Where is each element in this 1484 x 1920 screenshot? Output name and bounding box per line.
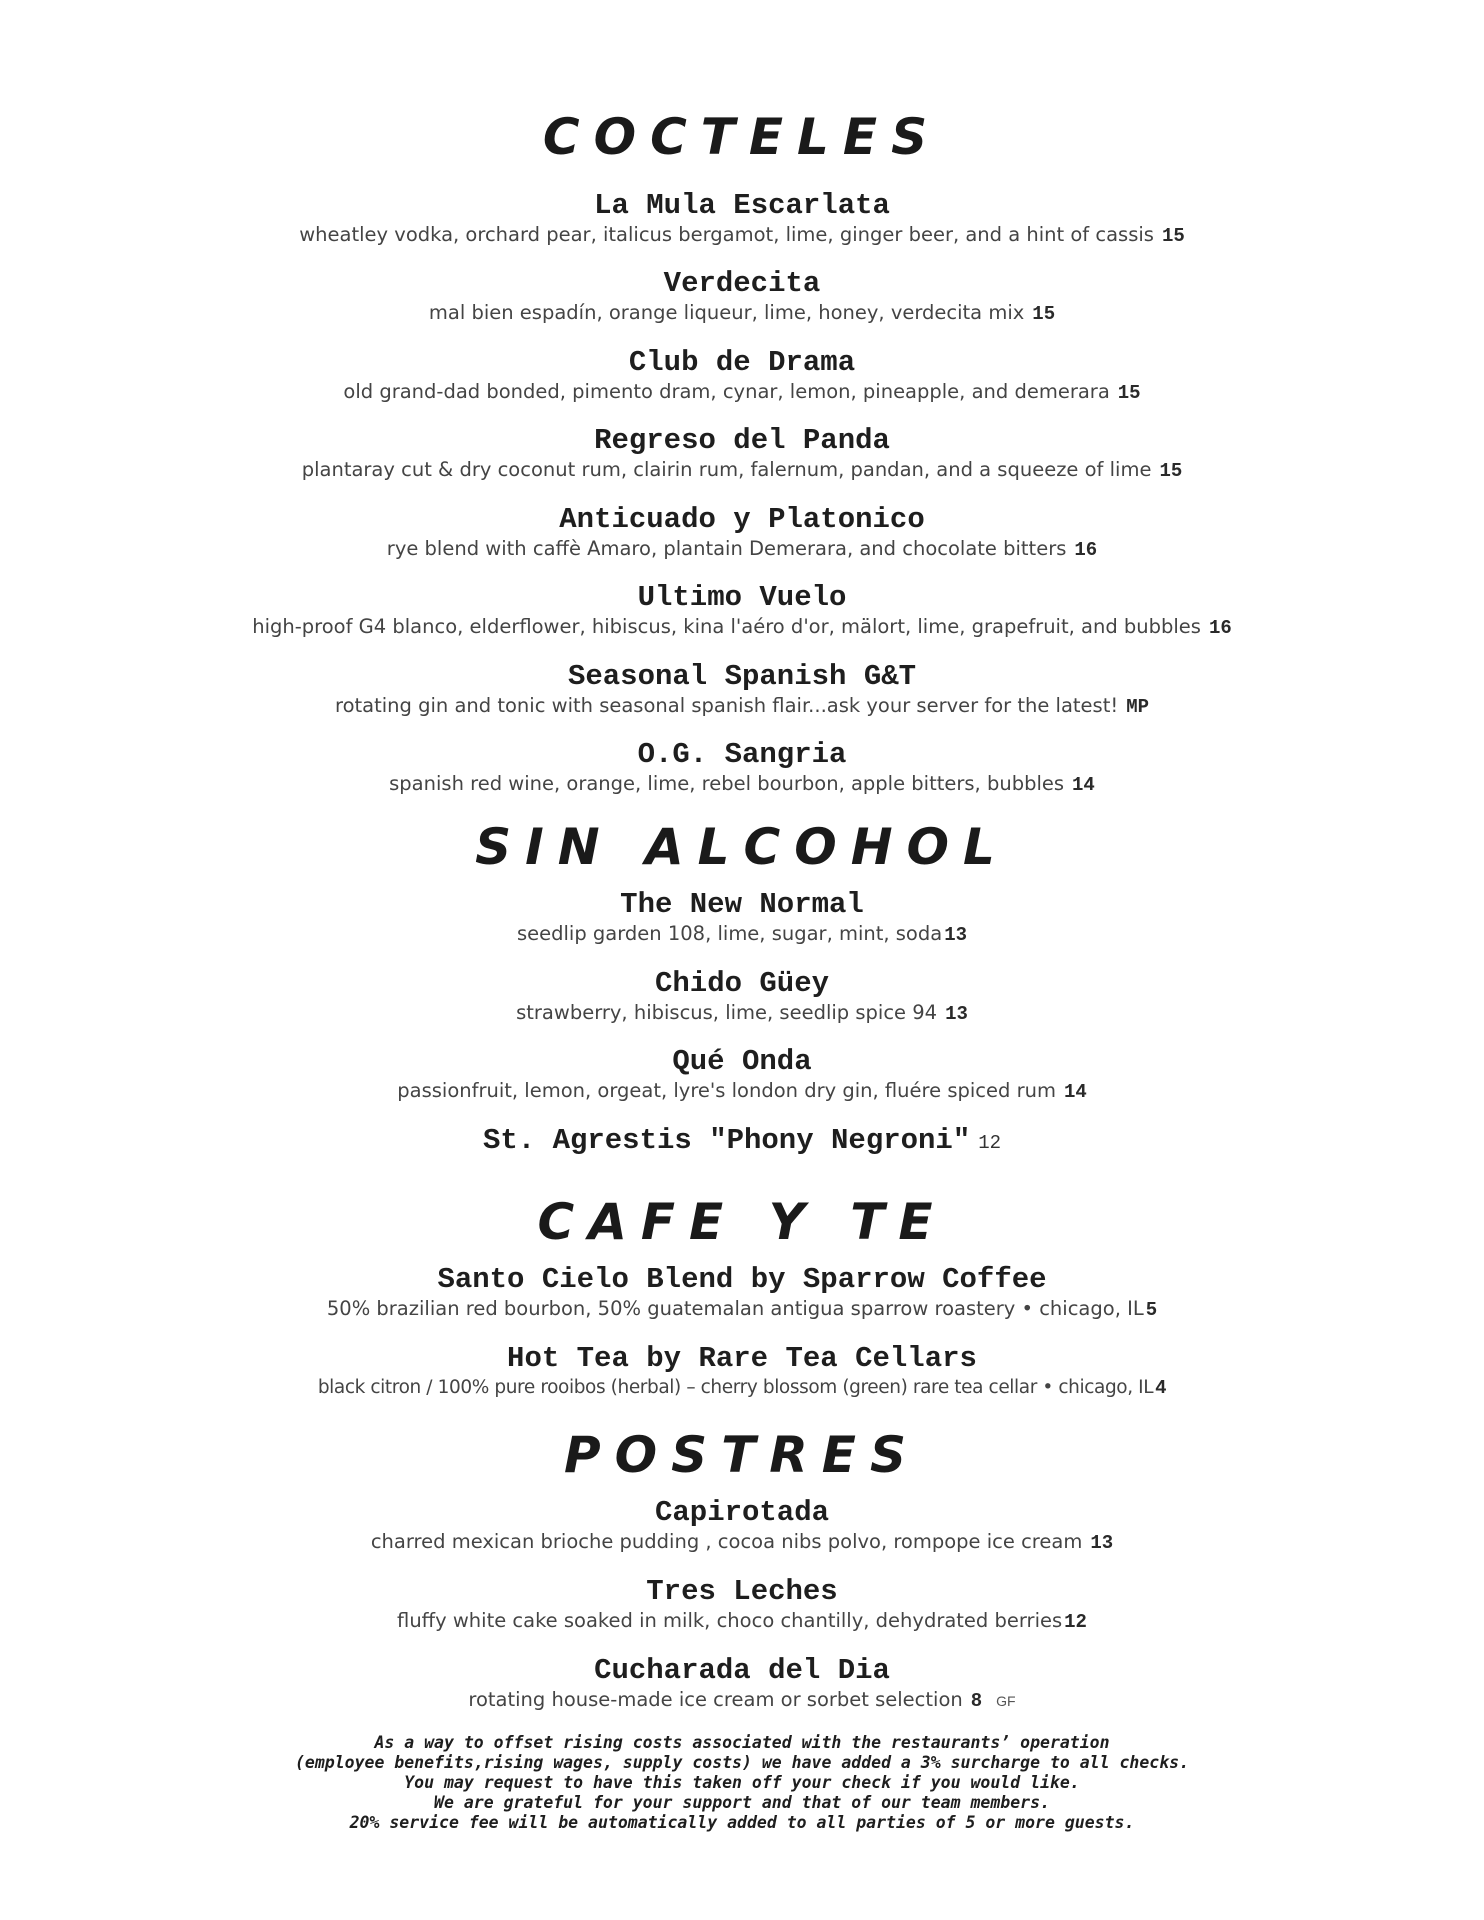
menu-item	[0, 1264, 1484, 1323]
notice-line: (employee benefits,rising wages, supply costs) we have added a 3% surcharge to all checks.	[294, 1753, 1190, 1772]
item-description: spanish red wine, orange, lime, rebel bourbon, apple bitters, bubbles 14	[389, 772, 1095, 796]
menu-item	[0, 190, 1484, 249]
item-description: seedlip garden 108, lime, sugar, mint, soda 13	[516, 922, 968, 946]
notice-line: You may request to have this taken off your check if you would like.	[404, 1773, 1080, 1792]
menu-item	[0, 661, 1484, 720]
item-price: 14	[1063, 1081, 1087, 1103]
notice-line: We are grateful for your support and that of our team members.	[434, 1793, 1050, 1812]
item-description: mal bien espadín, orange liqueur, lime, honey, verdecita mix 15	[428, 301, 1056, 325]
menu-item	[0, 968, 1484, 1027]
item-price: 5	[1145, 1299, 1158, 1321]
section-title-cocteles: COCTELES	[542, 108, 942, 166]
item-description: charred mexican brioche pudding , cocoa nibs polvo, rompope ice cream 13	[370, 1530, 1114, 1554]
notice-line: As a way to offset rising costs associated with the restaurants’ operation	[374, 1733, 1110, 1752]
item-name: O.G. Sangria	[637, 738, 847, 771]
item-description: 50% brazilian red bourbon, 50% guatemalan antigua sparrow roastery • chicago, IL 5	[326, 1297, 1158, 1321]
item-description: passionfruit, lemon, orgeat, lyre's london dry gin, fluére spiced rum 14	[397, 1079, 1087, 1103]
item-description: old grand-dad bonded, pimento dram, cynar, lemon, pineapple, and demerara 15	[343, 380, 1141, 404]
item-price: 15	[1159, 460, 1183, 482]
item-description: wheatley vodka, orchard pear, italicus bergamot, lime, ginger beer, and a hint of cassis 15	[299, 223, 1185, 247]
item-price: 16	[1208, 617, 1232, 639]
item-price: MP	[1126, 696, 1149, 718]
section-title-sin-alcohol: SIN ALCOHOL	[475, 818, 1009, 876]
item-name: Chido Güey	[654, 967, 830, 1000]
item-description: strawberry, hibiscus, lime, seedlip spice 94 13	[516, 1001, 968, 1025]
item-name: Capirotada	[654, 1496, 830, 1529]
menu-item	[0, 347, 1484, 406]
item-price: 13	[1090, 1532, 1114, 1554]
item-price: 4	[1155, 1377, 1167, 1399]
item-name: St. Agrestis "Phony Negroni" 12	[482, 1124, 1002, 1157]
menu-item	[0, 425, 1484, 484]
item-description: plantaray cut & dry coconut rum, clairin rum, falernum, pandan, and a squeeze of lime 15	[301, 458, 1183, 482]
menu-item	[0, 1576, 1484, 1635]
menu-item	[0, 582, 1484, 641]
notice-line: 20% service fee will be automatically added to all parties of 5 or more guests.	[349, 1813, 1135, 1832]
item-price: 8	[970, 1690, 983, 1712]
item-name: Cucharada del Dia	[594, 1654, 890, 1687]
menu-item	[0, 1655, 1484, 1714]
item-price: 13	[945, 1003, 968, 1025]
surcharge-notice	[0, 1733, 1484, 1833]
item-description: high-proof G4 blanco, elderflower, hibiscus, kina l'aéro d'or, mälort, lime, grapefruit, and bubbles 16	[252, 615, 1232, 639]
item-price: 16	[1074, 539, 1098, 561]
item-price: 15	[1117, 382, 1141, 404]
item-name: Club de Drama	[628, 346, 856, 379]
item-name: The New Normal	[620, 888, 864, 921]
item-description: rotating house-made ice cream or sorbet selection 8 GF	[468, 1688, 1016, 1712]
item-price: 15	[1032, 303, 1056, 325]
menu-item	[0, 268, 1484, 327]
menu-item	[0, 504, 1484, 563]
item-name: La Mula Escarlata	[594, 189, 890, 222]
item-description: rye blend with caffè Amaro, plantain Demerara, and chocolate bitters 16	[386, 537, 1098, 561]
item-price: 14	[1072, 774, 1095, 796]
item-name: Anticuado y Platonico	[559, 503, 925, 536]
item-name: Ultimo Vuelo	[637, 581, 847, 614]
item-price: 13	[944, 924, 968, 946]
item-description: black citron / 100% pure rooibos (herbal) – cherry blossom (green) rare tea cellar • chicago, IL 4	[317, 1377, 1167, 1399]
menu-item	[0, 1343, 1484, 1401]
menu-item	[0, 1046, 1484, 1105]
item-name: Seasonal Spanish G&T	[567, 660, 917, 693]
section-title-cafe-y-te: CAFE Y TE	[537, 1193, 947, 1251]
item-name: Tres Leches	[646, 1575, 838, 1608]
item-price: 12	[1064, 1611, 1087, 1633]
menu-item	[0, 1497, 1484, 1556]
menu-item	[0, 739, 1484, 798]
menu-item	[0, 889, 1484, 948]
item-name: Regreso del Panda	[594, 424, 890, 457]
item-name: Santo Cielo Blend by Sparrow Coffee	[437, 1263, 1047, 1296]
item-name: Verdecita	[663, 267, 821, 300]
item-price: 15	[1161, 225, 1185, 247]
item-price: 12	[978, 1132, 1002, 1154]
item-name: Hot Tea by Rare Tea Cellars	[507, 1342, 977, 1375]
item-name: Qué Onda	[672, 1045, 812, 1078]
menu-item	[0, 1125, 1484, 1159]
item-description: rotating gin and tonic with seasonal spanish flair...ask your server for the latest! MP	[335, 694, 1149, 718]
gluten-free-tag: GF	[996, 1693, 1016, 1709]
section-title-postres: POSTRES	[564, 1426, 920, 1484]
item-description: fluffy white cake soaked in milk, choco chantilly, dehydrated berries 12	[397, 1609, 1087, 1633]
